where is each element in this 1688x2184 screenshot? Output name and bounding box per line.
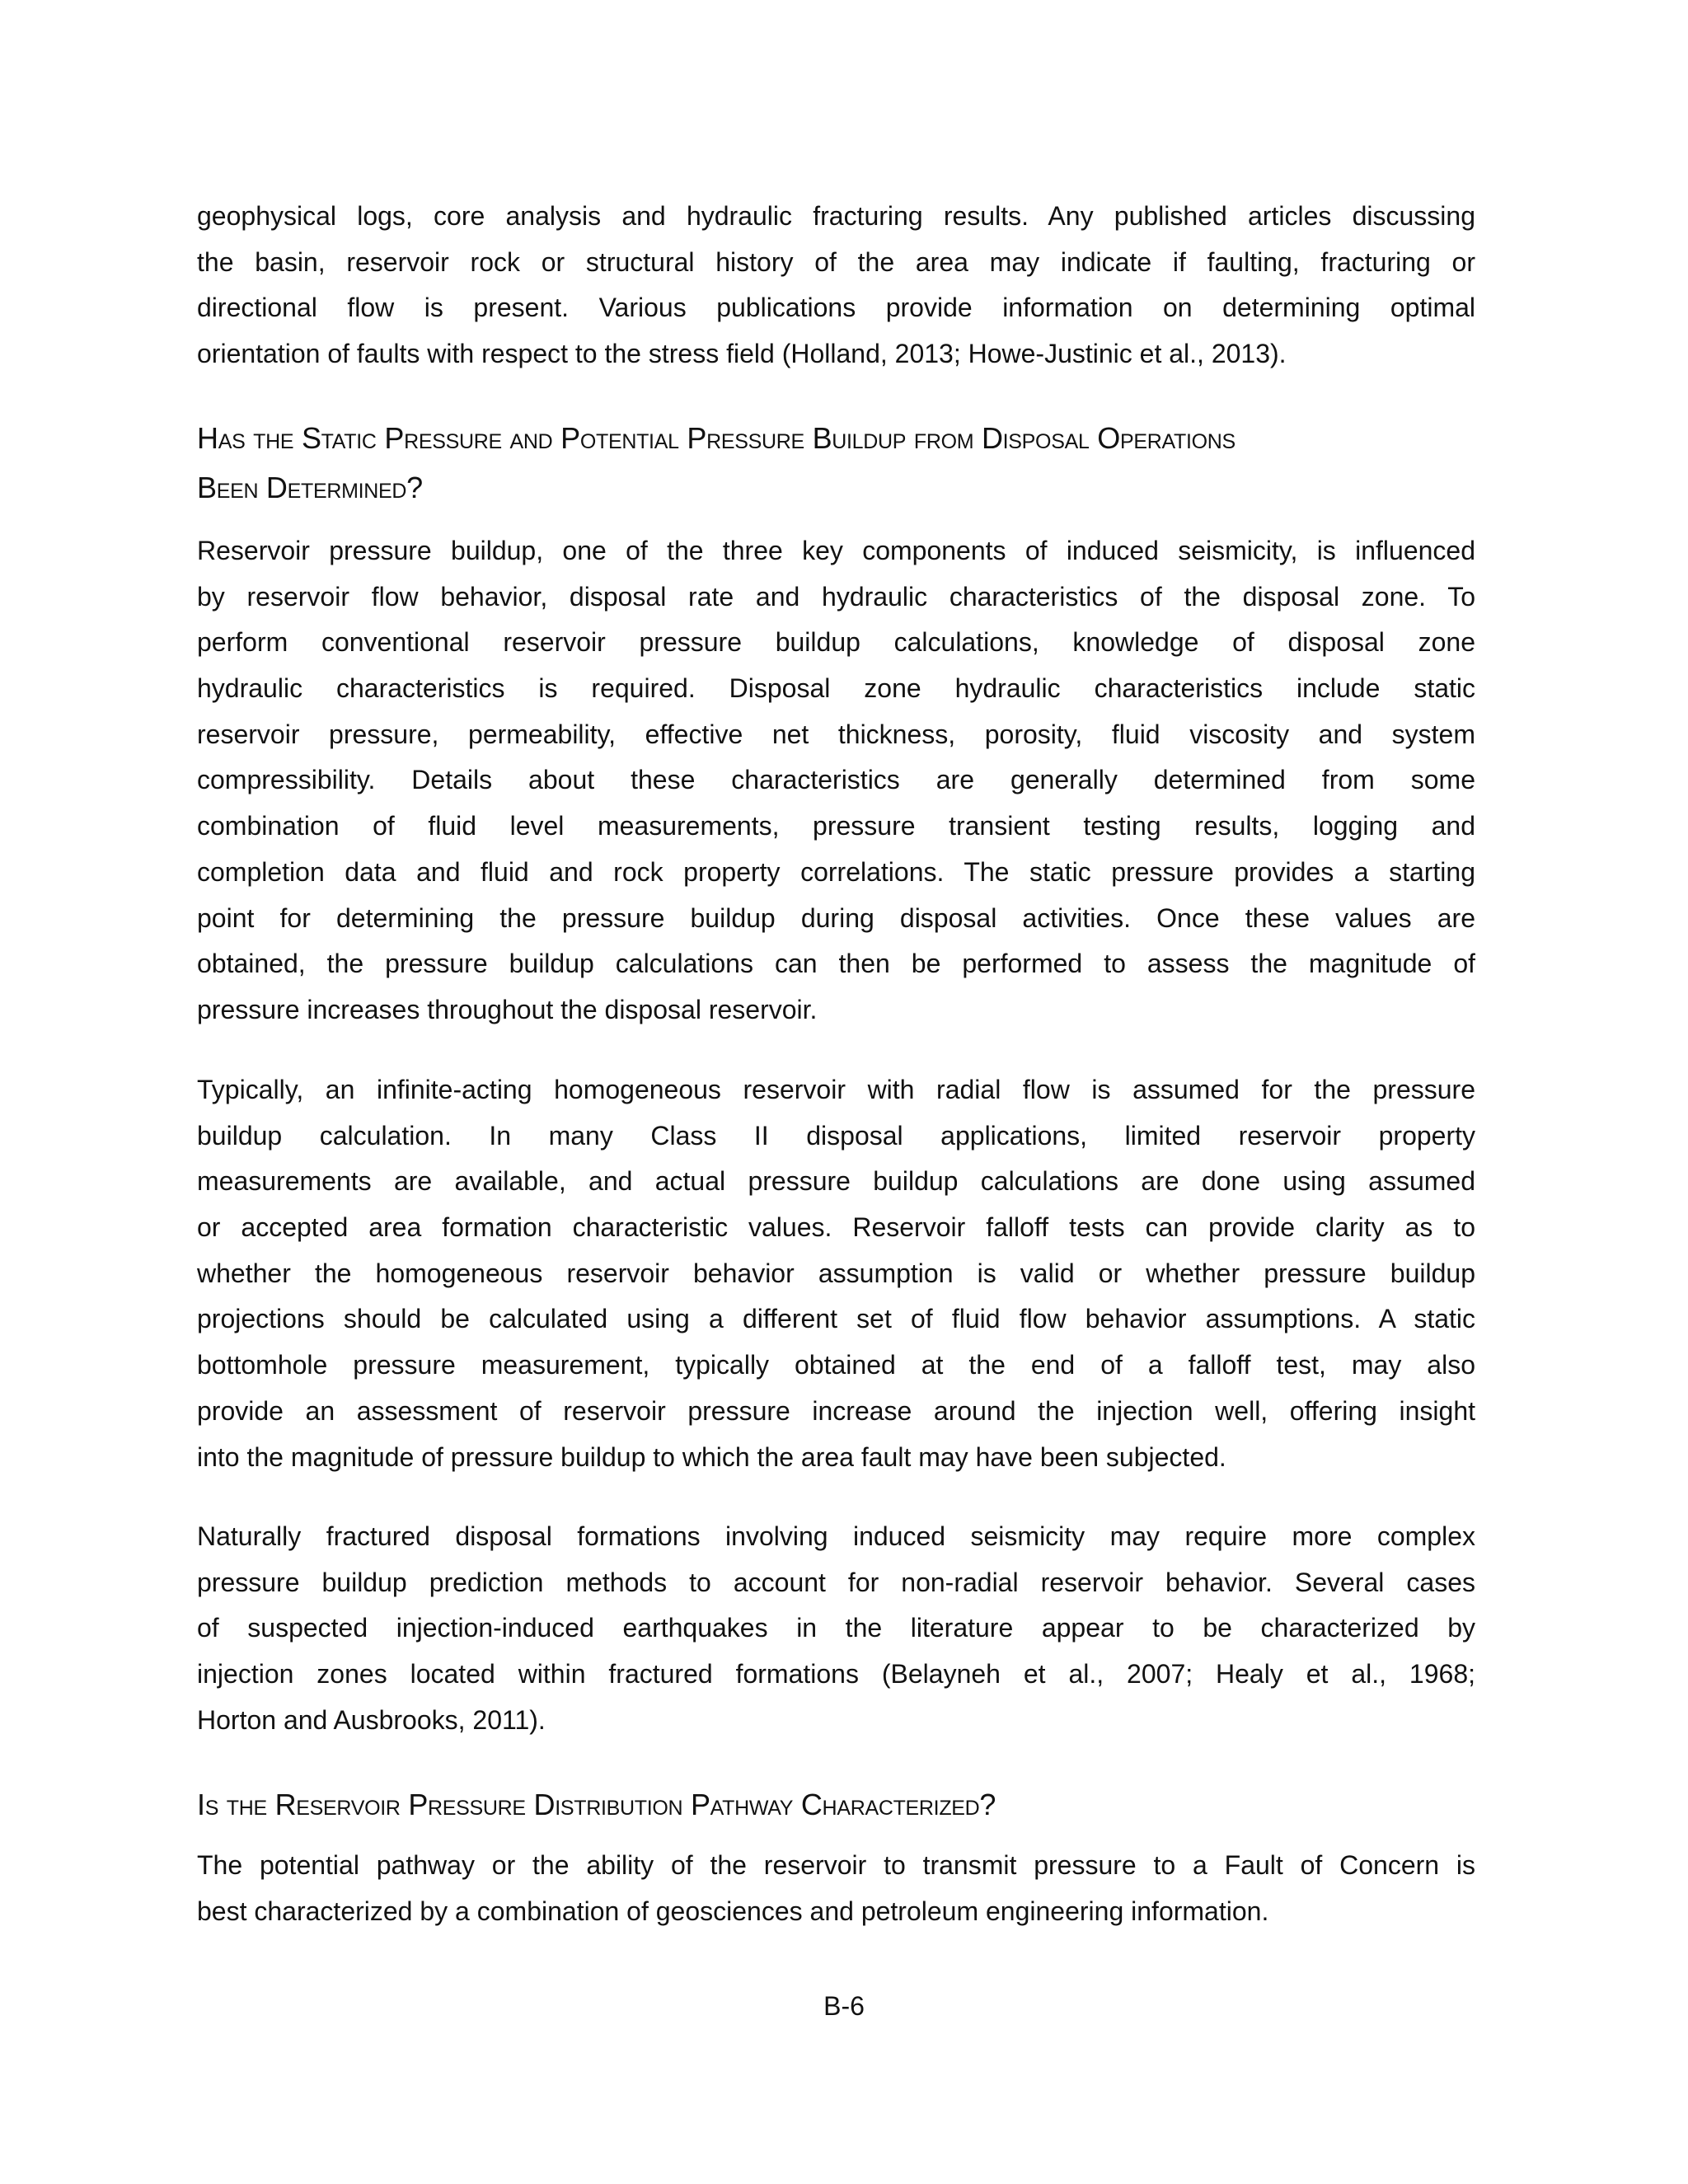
section-heading-pressure-buildup bbox=[197, 414, 1475, 513]
text-line: Has the Static Pressure and Potential Pressure Buildup from Disposal Operations bbox=[197, 421, 1236, 455]
text-line: Typically, an infinite-acting homogeneous reservoir with radial flow is assumed for the pressure bbox=[197, 1075, 1475, 1104]
paragraph-infinite-acting-reservoir bbox=[197, 1067, 1475, 1480]
text-line: Reservoir pressure buildup, one of the three key components of induced seismicity, is influenced bbox=[197, 536, 1475, 565]
text-line: the basin, reservoir rock or structural history of the area may indicate if faulting, fracturing or bbox=[197, 246, 1475, 277]
text-line: bottomhole pressure measurement, typically obtained at the end of a falloff test, may also bbox=[197, 1350, 1475, 1380]
text-line: Been Determined? bbox=[197, 471, 423, 504]
text-line: whether the homogeneous reservoir behavior assumption is valid or whether pressure buildup bbox=[197, 1258, 1475, 1288]
text-line: point for determining the pressure buildup during disposal activities. Once these values are bbox=[197, 902, 1475, 933]
section-heading-pathway bbox=[197, 1780, 1475, 1830]
text-line: Naturally fractured disposal formations involving induced seismicity may require more complex bbox=[197, 1521, 1475, 1551]
text-line: reservoir pressure, permeability, effective net thickness, porosity, fluid viscosity and system bbox=[197, 719, 1475, 749]
text-line: orientation of faults with respect to the stress field (Holland, 2013; Howe-Justinic et al., 2013). bbox=[197, 339, 1287, 369]
text-line: by reservoir flow behavior, disposal rate and hydraulic characteristics of the disposal zone. To bbox=[197, 581, 1475, 612]
text-line: buildup calculation. In many Class II disposal applications, limited reservoir property bbox=[197, 1120, 1475, 1151]
text-line: Horton and Ausbrooks, 2011). bbox=[197, 1704, 546, 1735]
text-line: best characterized by a combination of geosciences and petroleum engineering information. bbox=[197, 1896, 1269, 1926]
text-line: of suspected injection-induced earthquakes in the literature appear to be characterized by bbox=[197, 1613, 1475, 1643]
text-line: completion data and fluid and rock property correlations. The static pressure provides a starting bbox=[197, 856, 1475, 887]
text-line: pressure buildup prediction methods to account for non-radial reservoir behavior. Several cases bbox=[197, 1567, 1475, 1597]
text-line: provide an assessment of reservoir pressure increase around the injection well, offering insight bbox=[197, 1395, 1475, 1426]
text-line: geophysical logs, core analysis and hydraulic fracturing results. Any published articles discussing bbox=[197, 201, 1475, 231]
text-line: Is the Reservoir Pressure Distribution Pathway Characterized? bbox=[197, 1788, 996, 1821]
text-line: pressure increases throughout the disposal reservoir. bbox=[197, 994, 818, 1024]
text-line: combination of fluid level measurements, pressure transient testing results, logging and bbox=[197, 811, 1475, 841]
text-line: or accepted area formation characteristic values. Reservoir falloff tests can provide clarity as to bbox=[197, 1212, 1475, 1243]
text-line: obtained, the pressure buildup calculations can then be performed to assess the magnitude of bbox=[197, 949, 1475, 979]
text-line: hydraulic characteristics is required. Disposal zone hydraulic characteristics include static bbox=[197, 673, 1475, 704]
text-line: measurements are available, and actual pressure buildup calculations are done using assumed bbox=[197, 1166, 1475, 1197]
text-line: projections should be calculated using a different set of fluid flow behavior assumptions. A static bbox=[197, 1304, 1475, 1334]
text-line: perform conventional reservoir pressure buildup calculations, knowledge of disposal zone bbox=[197, 627, 1475, 658]
paragraph-continued bbox=[197, 194, 1475, 377]
paragraph-pathway bbox=[197, 1843, 1475, 1934]
page-number: B-6 bbox=[823, 1991, 865, 2021]
text-line: compressibility. Details about these characteristics are generally determined from some bbox=[197, 765, 1475, 795]
text-line: directional flow is present. Various publications provide information on determining optimal bbox=[197, 293, 1475, 323]
text-line: The potential pathway or the ability of the reservoir to transmit pressure to a Fault of Concern is bbox=[197, 1850, 1475, 1880]
paragraph-pressure-buildup bbox=[197, 528, 1475, 1033]
text-line: into the magnitude of pressure buildup to which the area fault may have been subjected. bbox=[197, 1441, 1226, 1472]
paragraph-fractured-formations bbox=[197, 1514, 1475, 1743]
text-line: injection zones located within fractured formations (Belayneh et al., 2007; Healy et al., 1968; bbox=[197, 1659, 1475, 1690]
